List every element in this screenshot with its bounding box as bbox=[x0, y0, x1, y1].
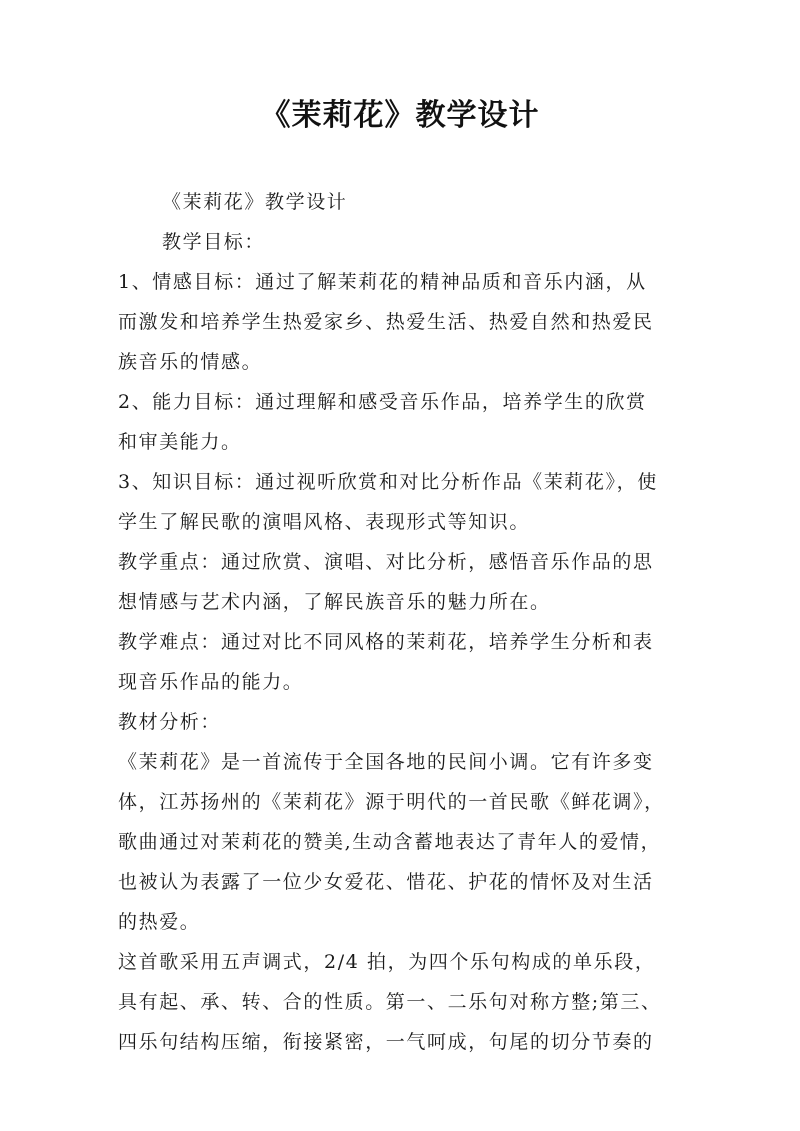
document-title: 《茉莉花》教学设计 bbox=[260, 98, 540, 133]
section-heading-objectives: 教学目标： bbox=[162, 231, 266, 253]
paragraph-line: 的热爱。 bbox=[118, 911, 201, 933]
paragraph-line: 2、能力目标：通过理解和感受音乐作品，培养学生的欣赏 bbox=[118, 391, 647, 413]
paragraph-line: 这首歌采用五声调式，2/4 拍，为四个乐句构成的单乐段， bbox=[118, 951, 656, 973]
paragraph-line: 歌曲通过对茉莉花的赞美,生动含蓄地表达了青年人的爱情， bbox=[118, 831, 662, 853]
paragraph-line: 1、情感目标：通过了解茉莉花的精神品质和音乐内涵，从 bbox=[118, 271, 647, 293]
subtitle-line: 《茉莉花》教学设计 bbox=[162, 191, 348, 213]
paragraph-line: 想情感与艺术内涵，了解民族音乐的魅力所在。 bbox=[118, 591, 551, 613]
paragraph-line: 教学难点：通过对比不同风格的茉莉花，培养学生分析和表 bbox=[118, 631, 654, 653]
document-body bbox=[118, 182, 684, 1062]
paragraph-line: 教学重点：通过欣赏、演唱、对比分析，感悟音乐作品的思 bbox=[118, 551, 654, 573]
paragraph-line: 和审美能力。 bbox=[118, 431, 242, 453]
paragraph-line: 也被认为表露了一位少女爱花、惜花、护花的情怀及对生活 bbox=[118, 871, 654, 893]
paragraph-line: 《茉莉花》是一首流传于全国各地的民间小调。它有许多变 bbox=[118, 751, 654, 773]
paragraph-line: 族音乐的情感。 bbox=[118, 351, 263, 373]
paragraph-line: 学生了解民歌的演唱风格、表现形式等知识。 bbox=[118, 511, 531, 533]
paragraph-line: 具有起、承、转、合的性质。第一、二乐句对称方整;第三、 bbox=[118, 991, 662, 1013]
paragraph-line: 3、知识目标：通过视听欣赏和对比分析作品《茉莉花》，使 bbox=[118, 471, 658, 493]
section-heading-analysis: 教材分析： bbox=[118, 711, 222, 733]
paragraph-line: 现音乐作品的能力。 bbox=[118, 671, 304, 693]
paragraph-line: 体，江苏扬州的《茉莉花》源于明代的一首民歌《鲜花调》， bbox=[118, 791, 665, 813]
paragraph-line: 四乐句结构压缩，衔接紧密，一气呵成，句尾的切分节奏的 bbox=[118, 1031, 654, 1053]
paragraph-line: 而激发和培养学生热爱家乡、热爱生活、热爱自然和热爱民 bbox=[118, 311, 654, 333]
